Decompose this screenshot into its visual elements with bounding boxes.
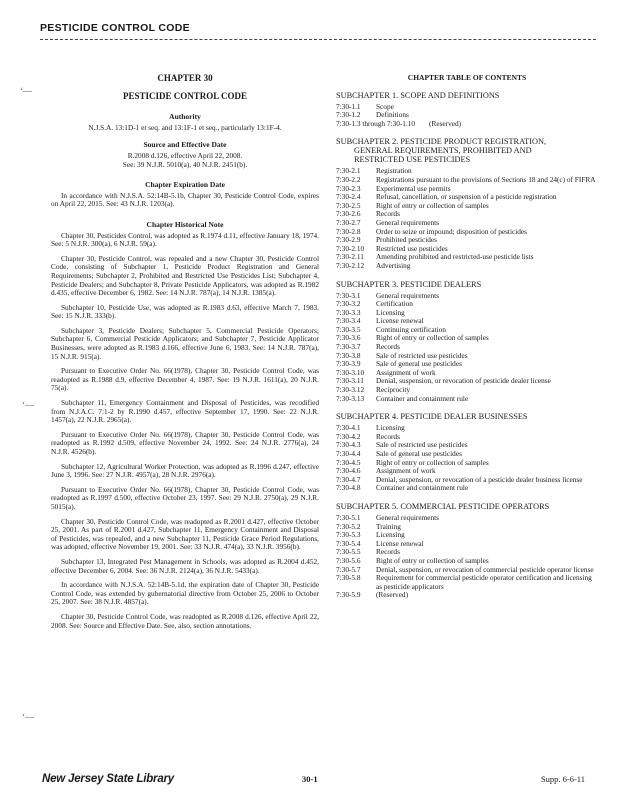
section-title: Licensing bbox=[376, 423, 405, 433]
section-title: License renewal bbox=[376, 538, 424, 548]
history-paragraph: Chapter 30, Pesticide Control, was repealed and a new Chapter 30, Pesticide Control Code, consisting of Subchapter 1, Pesticide Product Registration and General Requirements; Subchapter 2, Prohibited and Restricted Use Pesticides List; Subchapter 4, Pesticide Dealers; and Subchapter 8, Private Pesticide Applicators, was adopted as R.1982 d.435, effective December 6, 1982. See: 14 N.J.R. 787(a), 14 N.J.R. 1385(a). bbox=[51, 253, 319, 298]
toc-entry bbox=[336, 262, 598, 271]
section-title: Records bbox=[376, 209, 400, 219]
section-number: 7:30-4.8 bbox=[336, 483, 361, 493]
section-title: (Reserved) bbox=[376, 590, 409, 600]
history-paragraph: Subchapter 11, Emergency Containment and Disposal of Pesticides, was recodified from N.J.A.C. 7:1-2 by R.1990 d.457, effective September 17, 1990. See: 22 N.J.R. 1457(a), 22 N.J.R. 2965(a). bbox=[51, 398, 319, 425]
section-number: 7:30-3.11 bbox=[336, 376, 364, 386]
section-title: Definitions bbox=[376, 110, 409, 120]
section-number: 7:30-4.7 bbox=[336, 474, 361, 484]
section-title: Advertising bbox=[376, 260, 411, 270]
section-number: 7:30-2.6 bbox=[336, 209, 361, 219]
section-number: 7:30-2.7 bbox=[336, 217, 361, 227]
history-paragraph: Pursuant to Executive Order No. 66(1978), Chapter 30, Pesticide Control Code, was readopted as R.1988 d.9, effective December 4, 1987. See: 19 N.J.R. 1611(a), 20 N.J.R. 75(a). bbox=[51, 366, 319, 393]
section-title: Experimental use permits bbox=[376, 183, 451, 193]
section-number: 7:30-2.5 bbox=[336, 200, 361, 210]
margin-mark: ‘— bbox=[22, 712, 34, 722]
section-title: Container and containment rule bbox=[376, 483, 469, 493]
section-title: Training bbox=[376, 521, 401, 531]
subchapter-heading-line: SUBCHAPTER 5. COMMERCIAL PESTICIDE OPERATORS bbox=[336, 501, 550, 511]
section-title: Records bbox=[376, 547, 400, 557]
section-title: Denial, suspension, or revocation of pesticide dealer license bbox=[376, 376, 551, 386]
subchapter-heading-line: RESTRICTED USE PESTICIDES bbox=[354, 155, 471, 165]
toc-title: CHAPTER TABLE OF CONTENTS bbox=[407, 73, 527, 82]
section-title: General requirements bbox=[376, 290, 440, 300]
section-title: General requirements bbox=[376, 512, 440, 522]
expiration-heading: Chapter Expiration Date bbox=[145, 180, 225, 190]
section-number: 7:30-3.4 bbox=[336, 316, 361, 326]
subchapter-heading-line: SUBCHAPTER 1. SCOPE AND DEFINITIONS bbox=[336, 90, 500, 100]
section-number: 7:30-4.6 bbox=[336, 466, 361, 476]
history-paragraph: Subchapter 3, Pesticide Dealers; Subchapter 5, Commercial Pesticide Operators; Subchapter 6, Commercial Pesticide Applicators; and Subchapter 7, Pesticide Applicator Businesses, were adopted as R.1983 d.166, effective June 6, 1983. See: 14 N.J.R. 787(a), 15 N.J.R. 915(a). bbox=[51, 325, 319, 361]
section-title: Container and containment rule bbox=[376, 393, 469, 403]
header-rule bbox=[40, 39, 596, 40]
source-heading: Source and Effective Date bbox=[143, 140, 227, 150]
section-number: 7:30-3.6 bbox=[336, 333, 361, 343]
section-number: 7:30-3.12 bbox=[336, 385, 365, 395]
subchapter-heading bbox=[336, 412, 598, 421]
chapter-number: CHAPTER 30 bbox=[157, 73, 213, 83]
supplement-date: Supp. 6-6-11 bbox=[540, 774, 585, 784]
section-title: Scope bbox=[376, 101, 394, 111]
history-heading: Chapter Historical Note bbox=[146, 219, 224, 229]
section-number: 7:30-3.8 bbox=[336, 350, 361, 360]
section-title: Assignment of work bbox=[376, 466, 436, 476]
section-number: 7:30-5.3 bbox=[336, 530, 361, 540]
source-text bbox=[51, 152, 319, 169]
authority-heading: Authority bbox=[169, 112, 201, 122]
section-title: Restricted use pesticides bbox=[376, 243, 448, 253]
left-column bbox=[51, 74, 319, 636]
section-number: 7:30-3.2 bbox=[336, 299, 361, 309]
toc-entry bbox=[336, 395, 598, 404]
section-title: Right of entry or collection of samples bbox=[376, 457, 489, 467]
section-number: 7:30-5.7 bbox=[336, 564, 361, 574]
section-number: 7:30-5.6 bbox=[336, 555, 361, 565]
section-title: Amending prohibited and restricted-use pesticide lists bbox=[376, 252, 534, 262]
subchapter-heading-line: SUBCHAPTER 4. PESTICIDE DEALER BUSINESSES bbox=[336, 412, 528, 422]
toc-entry bbox=[336, 484, 598, 493]
section-number: 7:30-3.7 bbox=[336, 342, 361, 352]
history-paragraph: Chapter 30, Pesticide Control Code, was readopted as R.2001 d.427, effective October 25, 2001. As part of R.2001 d.427, Subchapter 11, Emergency Containment and Disposal of Pesticides, was repealed, and a new Subchapter 11, Pesticide Grace Period Regulations, was adopted, effective November 19, 2001. See: 33 N.J.R. 474(a), 33 N.J.R. 3956(b). bbox=[51, 516, 319, 552]
section-title: Right of entry or collection of samples bbox=[376, 333, 489, 343]
library-logo: New Jersey State Library bbox=[42, 773, 174, 785]
subchapter-heading-line: SUBCHAPTER 2. PESTICIDE PRODUCT REGISTRATION, bbox=[336, 137, 547, 147]
toc-list bbox=[336, 167, 598, 270]
section-title: Refusal, cancellation, or suspension of a pesticide registration bbox=[376, 192, 557, 202]
history-paragraph: Pursuant to Executive Order No. 66(1978), Chapter 30, Pesticide Control Code, was readopted as R.1992 d.509, effective November 24, 1992. See: 24 N.J.R. 2776(a), 24 N.J.R. 4526(b). bbox=[51, 429, 319, 456]
toc-entry bbox=[336, 120, 598, 129]
section-title: Licensing bbox=[376, 530, 405, 540]
section-number: 7:30-4.5 bbox=[336, 457, 361, 467]
section-title: Sale of general use pesticides bbox=[376, 359, 462, 369]
section-number: 7:30-5.4 bbox=[336, 538, 361, 548]
toc-list bbox=[336, 514, 598, 600]
section-number: 7:30-2.8 bbox=[336, 226, 361, 236]
section-number: 7:30-1.3 through 7:30-1.10 bbox=[336, 118, 416, 128]
section-title: Denial, suspension, or revocation of commercial pesticide operator license bbox=[376, 564, 594, 574]
section-title: Licensing bbox=[376, 307, 405, 317]
running-header: PESTICIDE CONTROL CODE bbox=[40, 22, 190, 34]
toc-list bbox=[336, 103, 598, 129]
section-number: 7:30-2.4 bbox=[336, 192, 361, 202]
section-number: 7:30-3.3 bbox=[336, 307, 361, 317]
section-title: Records bbox=[376, 342, 400, 352]
authority-text: N.J.S.A. 13:1D-1 et seq. and 13:1F-1 et seq., particularly 13:1F-4. bbox=[88, 122, 282, 132]
section-title: General requirements bbox=[376, 217, 440, 227]
section-title: Right of entry or collection of samples bbox=[376, 200, 489, 210]
source-line: See: 39 N.J.R. 5010(a), 40 N.J.R. 2451(b). bbox=[122, 159, 248, 169]
section-title: Certification bbox=[376, 299, 413, 309]
subchapter-heading-line: SUBCHAPTER 3. PESTICIDE DEALERS bbox=[336, 279, 482, 289]
section-number: 7:30-2.1 bbox=[336, 166, 361, 176]
section-title: Order to seize or impound; disposition of pesticides bbox=[376, 226, 527, 236]
section-number: 7:30-4.3 bbox=[336, 440, 361, 450]
source-line: R.2008 d.126, effective April 22, 2008. bbox=[127, 150, 243, 160]
history-paragraph: In accordance with N.J.S.A. 52:14B-5.1d, the expiration date of Chapter 30, Pesticide Control Code, was extended by gubernatorial directive from October 25, 2006 to October 25, 2007. See: 38 N.J.R. 4857(a). bbox=[51, 580, 319, 607]
section-number: 7:30-5.8 bbox=[336, 573, 361, 583]
history-paragraph: Chapter 30, Pesticide Control Code, was readopted as R.2008 d.126, effective April 22, 2008. See: Source and Effective Date. See, also, section annotations. bbox=[51, 611, 319, 630]
section-title: Sale of restricted use pesticides bbox=[376, 440, 468, 450]
section-title: (Reserved) bbox=[429, 118, 462, 128]
section-title: Registrations pursuant to the provisions of Sections 18 and 24(c) of FIFRA bbox=[376, 174, 596, 184]
section-title: Assignment of work bbox=[376, 367, 436, 377]
section-title: License renewal bbox=[376, 316, 424, 326]
section-number: 7:30-2.10 bbox=[336, 243, 365, 253]
section-title: Sale of general use pesticides bbox=[376, 449, 462, 458]
section-number: 7:30-3.9 bbox=[336, 359, 361, 369]
section-title: Reciprocity bbox=[376, 385, 411, 395]
history-paragraph: Subchapter 10, Pesticide Use, was adopted as R.1983 d.63, effective March 7, 1983. See: 15 N.J.R. 333(b). bbox=[51, 302, 319, 321]
subchapter-heading bbox=[336, 137, 598, 164]
section-number: 7:30-3.5 bbox=[336, 324, 361, 334]
history-paragraph: Subchapter 12, Agricultural Worker Protection, was adopted as R.1996 d.247, effective June 3, 1996. See: 27 N.J.R. 4957(a), 28 N.J.R. 2976(a). bbox=[51, 461, 319, 480]
section-number: 7:30-5.9 bbox=[336, 590, 361, 600]
subchapter-heading bbox=[336, 280, 598, 289]
subchapter-heading bbox=[336, 91, 598, 100]
history-paragraph: Pursuant to Executive Order No. 66(1978), Chapter 30, Pesticide Control Code, was readopted as R.1997 d.500, effective October 23, 1997. See: 29 N.J.R. 2750(a), 29 N.J.R. 5015(a). bbox=[51, 484, 319, 511]
margin-mark: ‘— bbox=[22, 400, 34, 410]
section-number: 7:30-2.2 bbox=[336, 174, 361, 184]
subchapter-heading-line: GENERAL REQUIREMENTS, PROHIBITED AND bbox=[354, 146, 532, 156]
section-number: 7:30-5.1 bbox=[336, 512, 361, 522]
section-number: 7:30-2.11 bbox=[336, 252, 364, 262]
expiration-text: In accordance with N.J.S.A. 52:14B-5.1b, Chapter 30, Pesticide Control Code, expires on April 22, 2015. See: 43 N.J.R. 1203(a). bbox=[51, 190, 319, 209]
toc-entry bbox=[336, 591, 598, 600]
chapter-title: PESTICIDE CONTROL CODE bbox=[122, 90, 248, 101]
section-number: 7:30-5.2 bbox=[336, 521, 361, 531]
section-number: 7:30-3.13 bbox=[336, 393, 365, 403]
toc-entry bbox=[336, 574, 598, 591]
section-number: 7:30-4.1 bbox=[336, 423, 361, 433]
section-title: Sale of restricted use pesticides bbox=[376, 350, 468, 360]
toc-list bbox=[336, 292, 598, 404]
section-title: Denial, suspension, or revocation of a pesticide dealer business license bbox=[376, 474, 583, 484]
section-number: 7:30-3.10 bbox=[336, 367, 365, 377]
section-title: Continuing certification bbox=[376, 324, 446, 334]
section-title: Right of entry or collection of samples bbox=[376, 555, 489, 565]
page-number: 30-1 bbox=[302, 774, 318, 784]
history-paragraph: Subchapter 13, Integrated Pest Management in Schools, was adopted as R.2004 d.452, effective December 6, 2004. See: 36 N.J.R. 2124(a), 36 N.J.R. 5433(a). bbox=[51, 556, 319, 575]
section-number: 7:30-1.1 bbox=[336, 101, 361, 111]
toc-body bbox=[336, 91, 598, 600]
table-of-contents bbox=[336, 74, 598, 609]
section-number: 7:30-4.2 bbox=[336, 431, 361, 441]
section-number: 7:30-3.1 bbox=[336, 290, 361, 300]
toc-list bbox=[336, 424, 598, 493]
section-title: Prohibited pesticides bbox=[376, 235, 438, 245]
section-number: 7:30-4.4 bbox=[336, 449, 361, 458]
section-number: 7:30-2.12 bbox=[336, 260, 365, 270]
section-title: Registration bbox=[376, 166, 412, 176]
subchapter-heading bbox=[336, 502, 598, 511]
section-number: 7:30-2.3 bbox=[336, 183, 361, 193]
section-title: Records bbox=[376, 431, 400, 441]
section-number: 7:30-2.9 bbox=[336, 235, 361, 245]
history-paragraph: Chapter 30, Pesticides Control, was adopted as R.1974 d.11, effective January 18, 1974. See: 5 N.J.R. 300(a), 6 N.J.R. 59(a). bbox=[51, 230, 319, 249]
section-number: 7:30-1.2 bbox=[336, 110, 361, 120]
margin-mark: ‘— bbox=[20, 86, 32, 96]
section-number: 7:30-5.5 bbox=[336, 547, 361, 557]
section-title: Requirement for commercial pesticide operator certification and licensing as pesticide applicators bbox=[376, 573, 592, 591]
